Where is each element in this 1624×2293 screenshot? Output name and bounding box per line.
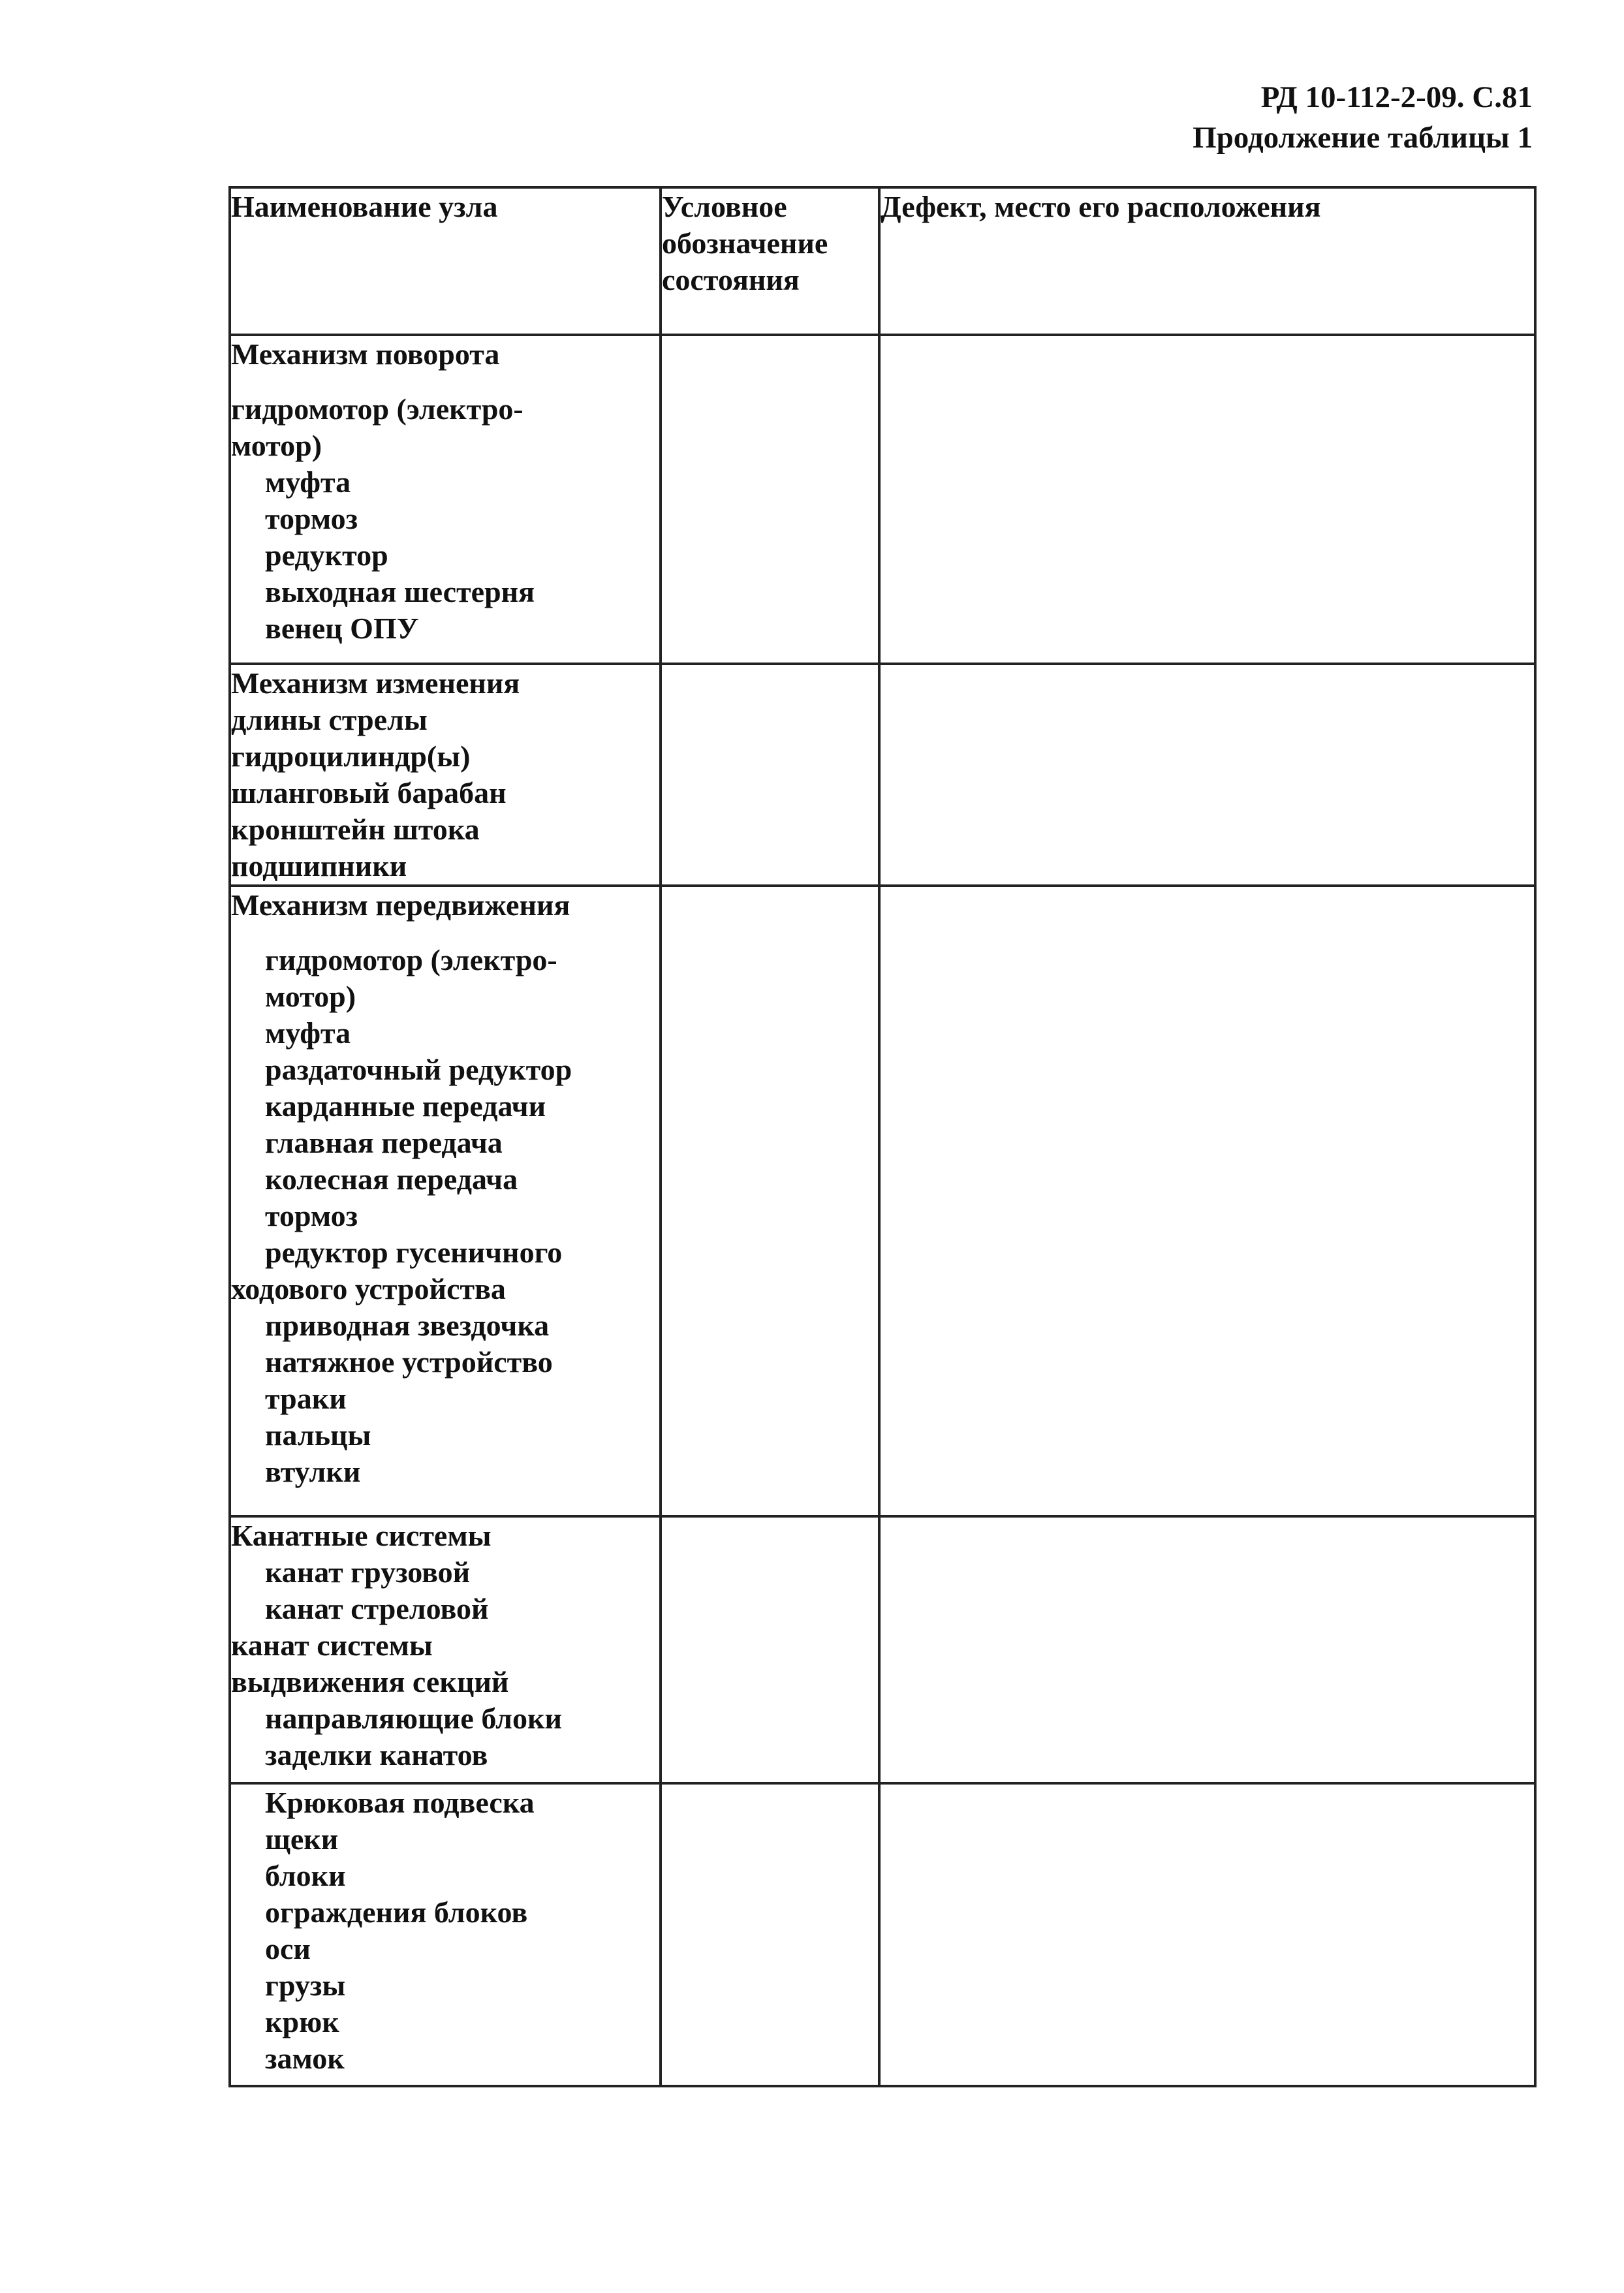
group-title: Механизм поворота — [231, 337, 500, 371]
node-name-cell — [230, 886, 661, 1516]
page-header — [1193, 77, 1533, 158]
group-title: Канатные системы — [231, 1519, 492, 1552]
component-line: канат грузовой — [265, 1555, 471, 1589]
component-line: шланговый барабан — [231, 776, 507, 809]
column-header-condition-line: обозначение — [662, 226, 828, 260]
node-name-cell — [230, 335, 661, 664]
component-line: выдвижения секций — [231, 1665, 509, 1698]
component-line: ограждения блоков — [265, 1895, 528, 1929]
component-line: гидроцилиндр(ы) — [231, 740, 471, 773]
defect-cell — [879, 335, 1535, 664]
group-title: Крюковая подвеска — [265, 1786, 535, 1819]
node-name-cell — [230, 1516, 661, 1783]
component-line: блоки — [265, 1859, 346, 1892]
condition-code-cell — [661, 664, 879, 886]
component-line: крюк — [265, 2005, 339, 2038]
group-title: Механизм изменения — [231, 666, 520, 700]
component-line: муфта — [265, 1016, 351, 1050]
component-line: оси — [265, 1932, 311, 1965]
component-line: траки — [265, 1382, 347, 1415]
component-line: редуктор гусеничного — [265, 1236, 563, 1269]
column-header-defect: Дефект, место его расположения — [879, 187, 1535, 335]
component-line: редуктор — [265, 538, 388, 572]
component-line: кронштейн штока — [231, 813, 480, 846]
table-row — [230, 1516, 1535, 1783]
condition-code-cell — [661, 886, 879, 1516]
component-line: натяжное устройство — [265, 1345, 553, 1379]
component-line: втулки — [265, 1455, 361, 1488]
component-line: главная передача — [265, 1126, 503, 1159]
condition-code-cell — [661, 1516, 879, 1783]
component-line: грузы — [265, 1969, 346, 2002]
table-row — [230, 1783, 1535, 2086]
component-line: заделки канатов — [265, 1738, 488, 1771]
component-line: раздаточный редуктор — [265, 1053, 572, 1086]
component-line: направляющие блоки — [265, 1702, 562, 1735]
column-header-condition-line: Условное — [662, 190, 787, 223]
component-line: тормоз — [265, 502, 358, 535]
component-line: тормоз — [265, 1199, 358, 1232]
table-row — [230, 664, 1535, 886]
component-line: пальцы — [265, 1418, 371, 1452]
defect-cell — [879, 1783, 1535, 2086]
condition-code-cell — [661, 1783, 879, 2086]
node-name-cell — [230, 1783, 661, 2086]
defect-cell — [879, 1516, 1535, 1783]
table-continuation-label: Продолжение таблицы 1 — [1193, 121, 1533, 155]
table-header-row — [230, 187, 1535, 335]
component-line: муфта — [265, 465, 351, 499]
component-line: приводная звездочка — [265, 1309, 550, 1342]
component-line: выходная шестерня — [265, 575, 535, 608]
table-row — [230, 335, 1535, 664]
defects-table — [228, 186, 1537, 2087]
component-line: карданные передачи — [265, 1089, 546, 1123]
component-line: замок — [265, 2042, 345, 2075]
condition-code-cell — [661, 335, 879, 664]
component-line: канат стреловой — [265, 1592, 489, 1625]
component-line: гидромотор (электро- — [231, 392, 523, 426]
component-line: канат системы — [231, 1629, 433, 1662]
component-line: подшипники — [231, 849, 407, 882]
component-line: мотор) — [231, 429, 322, 462]
component-line: щеки — [265, 1822, 339, 1856]
component-line: гидромотор (электро- — [265, 943, 557, 976]
component-line: мотор) — [265, 980, 356, 1013]
column-header-condition-line: состояния — [662, 263, 800, 296]
node-name-cell — [230, 664, 661, 886]
document-reference: РД 10-112-2-09. С.81 — [1260, 80, 1533, 114]
component-line: ходового устройства — [231, 1272, 506, 1305]
component-line: венец ОПУ — [265, 612, 419, 645]
column-header-condition-code — [661, 187, 879, 335]
column-header-node-name: Наименование узла — [230, 187, 661, 335]
component-line: длины стрелы — [231, 703, 428, 736]
defect-cell — [879, 886, 1535, 1516]
group-title: Механизм передвижения — [231, 888, 570, 922]
component-line: колесная передача — [265, 1162, 518, 1196]
table-row — [230, 886, 1535, 1516]
defect-cell — [879, 664, 1535, 886]
